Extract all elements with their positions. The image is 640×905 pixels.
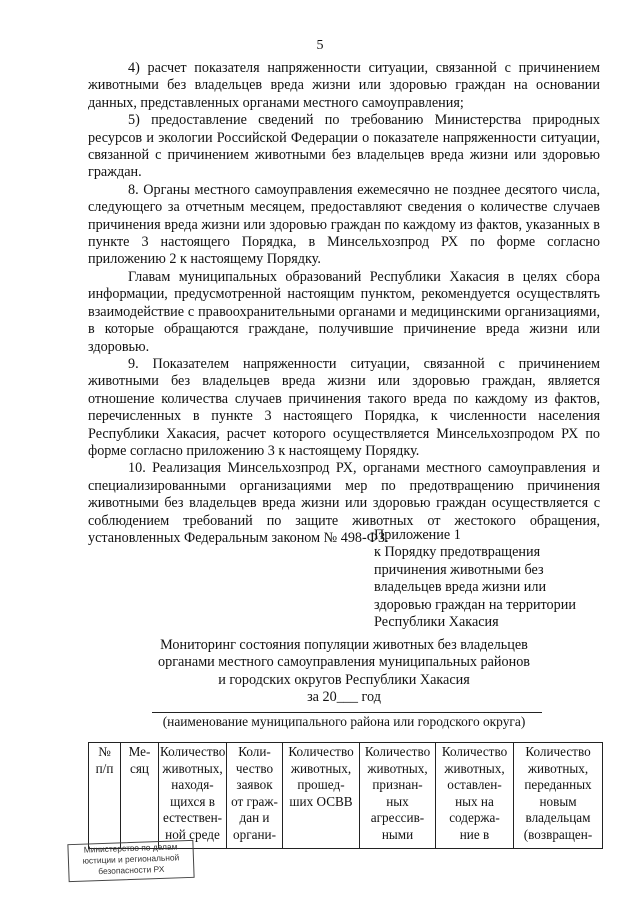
header-line: естествен-: [162, 810, 223, 826]
header-line: ных: [386, 793, 409, 809]
paragraph-line: связанной с причинением животными без владельцев вреда жизни или здоровью: [88, 147, 600, 164]
paragraph-line: отношение количества случаев причинения такого вреда по каждому из фактов,: [88, 390, 600, 407]
header-cell-aggressive: [360, 743, 436, 849]
header-line: Количество: [288, 744, 354, 759]
paragraph-line: животными без владельцев вреда жизни или здоровью граждан, является: [88, 373, 600, 390]
header-line: животных,: [444, 760, 505, 776]
header-line: прошед-: [297, 777, 345, 793]
header-line: содержа-: [449, 810, 500, 826]
header-line: животных,: [367, 760, 428, 776]
paragraph-line: установленных Федеральным законом № 498-ФЗ.: [88, 529, 389, 546]
appendix-note: [374, 527, 604, 631]
header-line: агрессив-: [370, 810, 425, 826]
header-line: находя-: [171, 777, 214, 793]
paragraph-line: 4) расчет показателя напряженности ситуации, связанной с причинением: [128, 60, 600, 76]
paragraph-line: причинения вреда жизни или здоровью граждан по каждому из фактов, указанных: [88, 216, 590, 233]
header-cell-number: [89, 743, 121, 849]
header-cell-requests: [227, 743, 283, 849]
paragraph-9: [88, 356, 600, 460]
paragraph-line: жизни или здоровью.: [88, 321, 601, 355]
body-text: [88, 60, 600, 547]
header-line: Количество: [364, 744, 431, 759]
header-line: животных,: [162, 760, 223, 776]
header-line: ными: [381, 826, 414, 842]
header-line: Количество: [441, 744, 508, 759]
paragraph-8: [88, 182, 600, 269]
header-line: оставлен-: [447, 777, 502, 793]
appendix-line: к Порядку предотвращения: [374, 544, 541, 561]
stamp-line: безопасности РХ: [98, 863, 165, 877]
paragraph-line: 8. Органы местного самоуправления ежемесячно не позднее десятого числа,: [128, 181, 600, 198]
header-line: заявок: [236, 777, 273, 793]
paragraph-line: Главам муниципальных образований Республики Хакасия в целях сбора: [128, 268, 600, 285]
paragraph-line: животными без владельцев вреда жизни или здоровью граждан на основании: [88, 77, 600, 94]
appendix-line: Приложение 1: [374, 527, 461, 543]
header-line: Ме-: [128, 744, 151, 759]
name-fill-line: [152, 712, 542, 713]
paragraph-line: соблюдением требований по защите животных от жестокого обращения,: [88, 512, 600, 529]
paragraph-item-4: [88, 60, 600, 112]
header-line: органи-: [233, 826, 276, 842]
page-number: 5: [316, 38, 324, 53]
document-title: [88, 637, 600, 707]
paragraph-line: приложению 2 к настоящему Порядку.: [88, 251, 321, 268]
header-line: ние в: [459, 826, 490, 842]
paragraph-line: следующего за отчетным месяцем, предоставляют сведения о количестве случаев: [88, 199, 600, 216]
paragraph-line: взаимодействие с правоохранительными органами и медицинскими: [88, 303, 501, 320]
header-line: животных,: [527, 760, 589, 776]
stamp-line: Министерство по делам: [83, 841, 178, 855]
appendix-line: Республики Хакасия: [374, 614, 499, 631]
header-line: чество: [235, 760, 274, 776]
paragraph-line: специализированными организациями мер по предотвращению причинения: [88, 477, 600, 494]
header-cell-new-owners: [514, 743, 603, 849]
stamp-line: юстиции и региональной: [82, 852, 180, 866]
title-line: Мониторинг состояния популяции животных без владельцев: [160, 637, 528, 653]
header-line: животных,: [290, 760, 352, 776]
header-cell-osvv: [283, 743, 360, 849]
header-line: ной среде: [165, 826, 220, 842]
name-caption: (наименование муниципального района или городского округа): [162, 714, 526, 729]
header-cell-kept: [436, 743, 514, 849]
header-line: новым: [539, 793, 577, 809]
paragraph-line: 10. Реализация Минсельхозпрод РХ, органами местного самоуправления и: [128, 460, 600, 477]
header-line: переданных: [524, 777, 592, 793]
header-line: щихся в: [170, 793, 215, 809]
appendix-line: причинения животными без: [374, 561, 544, 578]
paragraph-line: ресурсов и экологии Российской Федерации о показателе напряженности ситуации,: [88, 129, 600, 146]
header-line: Количество: [160, 744, 226, 759]
header-line: п/п: [95, 760, 114, 776]
paragraph-line: 9. Показателем напряженности ситуации, связанной с причинением: [128, 355, 600, 372]
paragraph-line: 5) предоставление сведений по требованию Министерства природных: [128, 112, 600, 129]
ministry-stamp: [67, 840, 194, 882]
appendix-line: владельцев вреда жизни или: [374, 579, 547, 596]
table-header-row: [89, 743, 603, 849]
paragraph-line: животными без владельцев вреда жизни или здоровью граждан осуществляется с: [88, 495, 600, 512]
paragraph-line: Республики Хакасия, расчет которого осуществляется Минсельхозпродом РХ по: [88, 425, 600, 442]
header-line: признан-: [372, 777, 423, 793]
paragraph-line: информации, предусмотренной настоящим пунктом, рекомендуется осуществлять: [88, 286, 600, 303]
paragraph-line: граждан.: [88, 164, 142, 181]
header-line: дан и: [239, 810, 270, 826]
header-line: Количество: [525, 744, 591, 759]
header-cell-month: [121, 743, 159, 849]
header-line: от граж-: [231, 793, 278, 809]
appendix-line: здоровью граждан на территории: [374, 596, 576, 613]
paragraph-line: организациями, в которые обращаются граждане, получившие причинение вреда: [88, 303, 600, 338]
paragraph-item-5: [88, 112, 600, 182]
paragraph-8-heads: [88, 269, 600, 356]
header-line: (возвращен-: [523, 826, 593, 842]
header-cell-animals-natural: [159, 743, 227, 849]
header-line: сяц: [130, 760, 149, 776]
paragraph-line: в пункте 3 настоящего Порядка, в Минсельхозпрод РХ по форме согласно: [88, 216, 600, 251]
header-line: Коли-: [238, 744, 271, 759]
header-line: ших ОСВВ: [289, 793, 353, 809]
monitoring-table: [88, 742, 603, 849]
header-line: ных на: [455, 793, 494, 809]
title-line: органами местного самоуправления муниципальных районов: [158, 654, 530, 671]
header-line: №: [98, 744, 111, 759]
title-line: за 20___ год: [307, 689, 381, 706]
paragraph-line: перечисленных в пункте 3 настоящего Порядка, к численности населения: [88, 408, 600, 425]
paragraph-line: данных, представленных органами местного самоуправления;: [88, 94, 464, 111]
title-line: и городских округов Республики Хакасия: [218, 671, 470, 688]
paragraph-line: форме согласно приложению 3 к настоящему Порядку.: [88, 442, 420, 459]
header-line: владельцам: [525, 810, 591, 826]
